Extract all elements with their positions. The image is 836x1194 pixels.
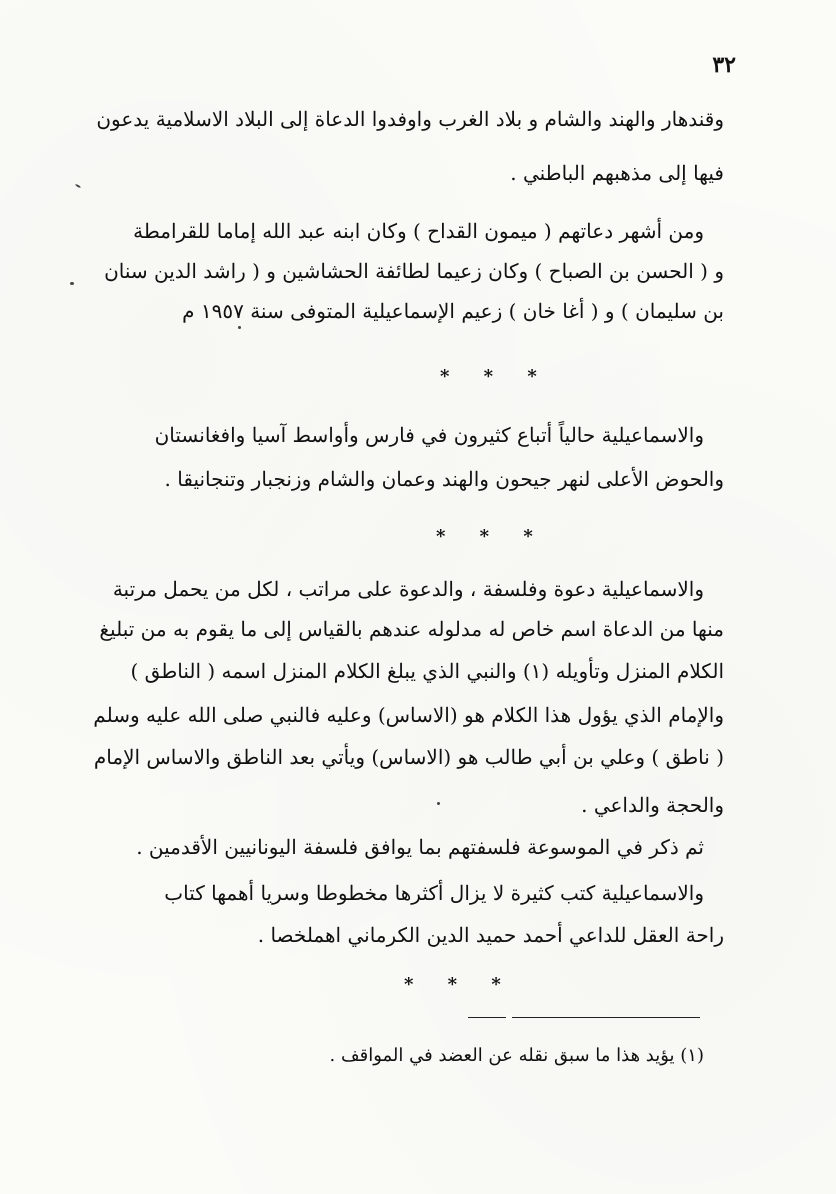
text-line: الكلام المنزل وتأويله (١) والنبي الذي يبلغ الكلام المنزل اسمه ( الناطق ) [130, 659, 724, 683]
text-line: والاسماعيلية دعوة وفلسفة ، والدعوة على مراتب ، لكل من يحمل مرتبة [112, 577, 704, 601]
scan-speck [437, 802, 440, 805]
text-line: راحة العقل للداعي أحمد حميد الدين الكرماني اهملخصا . [257, 923, 724, 947]
text-line: والحوض الأعلى لنهر جيحون والهند وعمان والشام وزنجبار وتنجانيقا . [164, 467, 724, 491]
text-line: والإمام الذي يؤول هذا الكلام هو (الاساس) وعليه فالنبي صلى الله عليه وسلم [93, 703, 724, 727]
text-line: ثم ذكر في الموسوعة فلسفتهم بما يوافق فلسفة اليونانيين الأقدمين . [136, 835, 704, 859]
text-line: وقندهار والهند والشام و بلاد الغرب واوفدوا الدعاة إلى البلاد الاسلامية يدعون [96, 107, 724, 131]
text-line: والاسماعيلية كتب كثيرة لا يزال أكثرها مخطوطا وسريا أهمها كتاب [164, 881, 704, 905]
page-number: ٣٢ [712, 52, 736, 78]
text-line: ومن أشهر دعاتهم ( ميمون القداح ) وكان ابنه عبد الله إماما للقرامطة [133, 219, 704, 243]
text-line: والحجة والداعي . [581, 793, 724, 817]
text-line: ( ناطق ) وعلي بن أبي طالب هو (الاساس) ويأتي بعد الناطق والاساس الإمام [93, 745, 724, 769]
text-line: بن سليمان ) و ( أغا خان ) زعيم الإسماعيلية المتوفى سنة ١٩٥٧ م [182, 299, 724, 323]
scan-speck [70, 282, 74, 285]
footnote-separator-gap [506, 1014, 512, 1020]
section-separator: * * * [404, 974, 515, 995]
footnote: (١) يؤيد هذا ما سبق نقله عن العضد في المواقف . [329, 1045, 704, 1066]
text-line: والاسماعيلية حالياً أتباع كثيرون في فارس وأواسط آسيا وافغانستان [154, 423, 704, 447]
text-line: منها من الدعاة اسم خاص له مدلوله عندهم بالقياس إلى ما يقوم به من تبليغ [99, 617, 724, 641]
text-line: و ( الحسن بن الصباح ) وكان زعيما لطائفة الحشاشين و ( راشد الدين سنان [104, 259, 724, 283]
scan-speck [238, 326, 241, 329]
section-separator: * * * [436, 526, 547, 547]
scan-speck [75, 184, 81, 189]
section-separator: * * * [440, 366, 551, 387]
text-line: فيها إلى مذهبهم الباطني . [510, 161, 724, 185]
footnote-separator [468, 1017, 700, 1018]
